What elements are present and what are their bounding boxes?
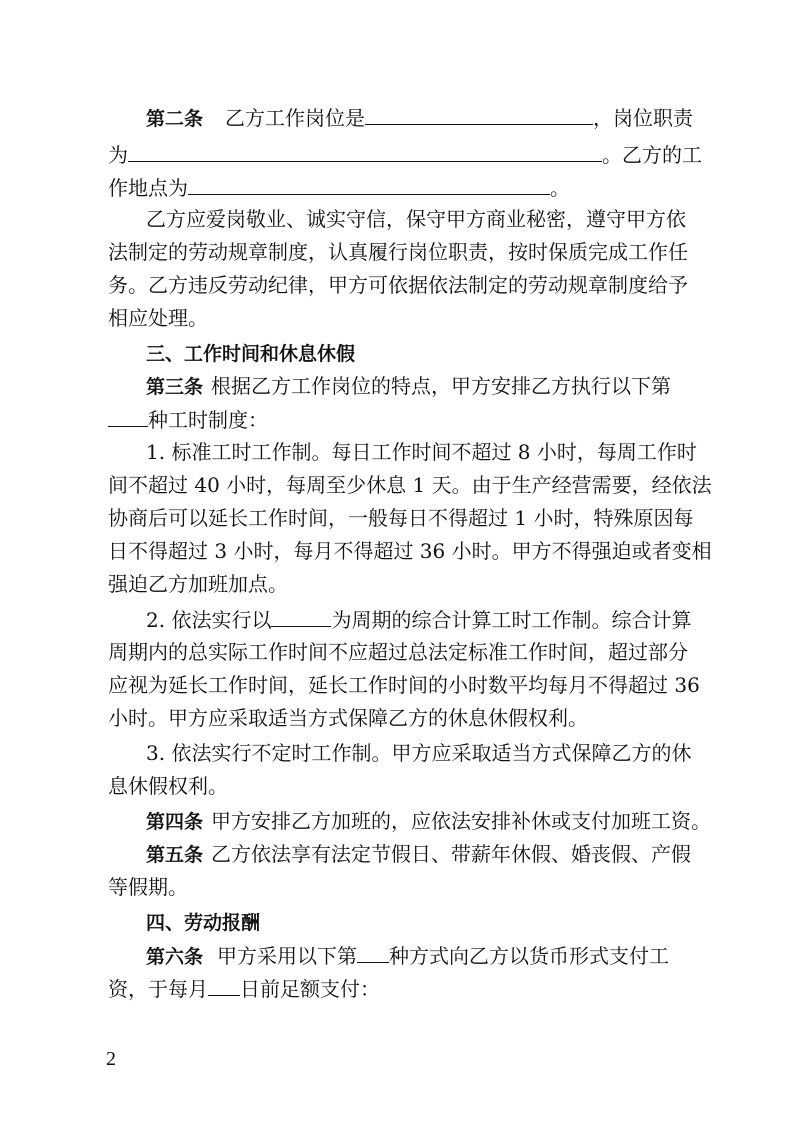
duty-paragraph-line: 法制定的劳动规章制度，认真履行岗位职责，按时保质完成工作任	[108, 240, 688, 264]
article-2-text: 。	[550, 176, 570, 200]
job-duty-blank[interactable]	[128, 139, 602, 162]
article-6-text: 资，于每月	[108, 977, 208, 1001]
item-2-line: 小时。甲方应采取适当方式保障乙方的休息休假权利。	[108, 706, 588, 730]
item-3-line: 3. 依法实行不定时工作制。甲方应采取适当方式保障乙方的休	[146, 741, 692, 765]
article-3-text: 种工时制度：	[148, 408, 268, 432]
article-6-line-2	[108, 973, 380, 1003]
item-2-line: 周期内的总实际工作时间不应超过总法定标准工作时间，超过部分	[108, 640, 688, 664]
article-6-heading: 第六条	[146, 946, 204, 968]
item-3-line: 息休假权利。	[108, 774, 228, 798]
job-position-blank[interactable]	[365, 102, 593, 125]
article-5-text: 乙方依法享有法定节假日、带薪年休假、婚丧假、产假	[211, 842, 692, 866]
article-2-line-1	[146, 102, 693, 132]
item-1-line: 1. 标准工时工作制。每日工作时间不超过 8 小时，每周工作时	[146, 440, 697, 464]
pay-day-blank[interactable]	[208, 973, 240, 996]
payment-method-blank[interactable]	[357, 940, 389, 963]
article-3-text: 根据乙方工作岗位的特点，甲方安排乙方执行以下第	[211, 374, 672, 398]
article-4-line	[146, 806, 711, 836]
article-2-text: 为	[108, 143, 128, 167]
section-4-heading: 四、劳动报酬	[146, 912, 261, 934]
duty-paragraph-line: 乙方应爱岗敬业、诚实守信，保守甲方商业秘密，遵守甲方依	[146, 207, 686, 231]
article-4-text: 甲方安排乙方加班的，应依法安排补休或支付加班工资。	[211, 809, 712, 833]
article-3-line-2	[108, 404, 268, 434]
article-6-text: 种方式向乙方以货币形式支付工	[389, 944, 670, 968]
work-location-blank[interactable]	[188, 172, 550, 195]
item-1-line: 强迫乙方加班加点。	[108, 572, 288, 596]
article-2-text: 乙方工作岗位是	[225, 106, 366, 130]
article-3-heading: 第三条	[146, 376, 204, 398]
duty-paragraph-line: 相应处理。	[108, 306, 208, 330]
article-2-text: 作地点为	[108, 176, 188, 200]
item-1-line: 日不得超过 3 小时，每月不得超过 36 小时。甲方不得强迫或者变相	[108, 539, 712, 563]
article-2-text: ，岗位职责	[593, 106, 694, 130]
article-5-line-2: 等假期。	[108, 875, 188, 899]
item-2-text: 2. 依法实行以	[146, 608, 272, 632]
article-5-line-1	[146, 839, 691, 869]
duty-paragraph-line: 务。乙方违反劳动纪律，甲方可依据依法制定的劳动规章制度给予	[108, 273, 688, 297]
item-2-text: 为周期的综合计算工时工作制。综合计算	[331, 608, 692, 632]
item-1-line: 间不超过 40 小时，每周至少休息 1 天。由于生产经营需要，经依法	[108, 473, 712, 497]
item-2-line-1	[146, 604, 691, 634]
article-2-heading: 第二条	[146, 108, 204, 130]
cycle-period-blank[interactable]	[271, 604, 331, 627]
article-2-line-2	[108, 139, 702, 169]
section-3-heading: 三、工作时间和休息休假	[146, 343, 356, 365]
article-6-line-1	[146, 940, 669, 970]
article-3-line-1	[146, 371, 671, 401]
article-2-text: 。乙方的工	[602, 143, 702, 167]
article-6-text: 甲方采用以下第	[217, 944, 358, 968]
work-hour-system-blank[interactable]	[108, 404, 148, 427]
article-2-line-3	[108, 172, 570, 202]
article-6-text: 日前足额支付：	[240, 977, 380, 1001]
article-5-heading: 第五条	[146, 844, 204, 866]
article-4-heading: 第四条	[146, 811, 204, 833]
item-1-line: 协商后可以延长工作时间，一般每日不得超过 1 小时，特殊原因每	[108, 506, 694, 530]
page-number: 2	[106, 1048, 116, 1070]
item-2-line: 应视为延长工作时间，延长工作时间的小时数平均每月不得超过 36	[108, 673, 700, 697]
